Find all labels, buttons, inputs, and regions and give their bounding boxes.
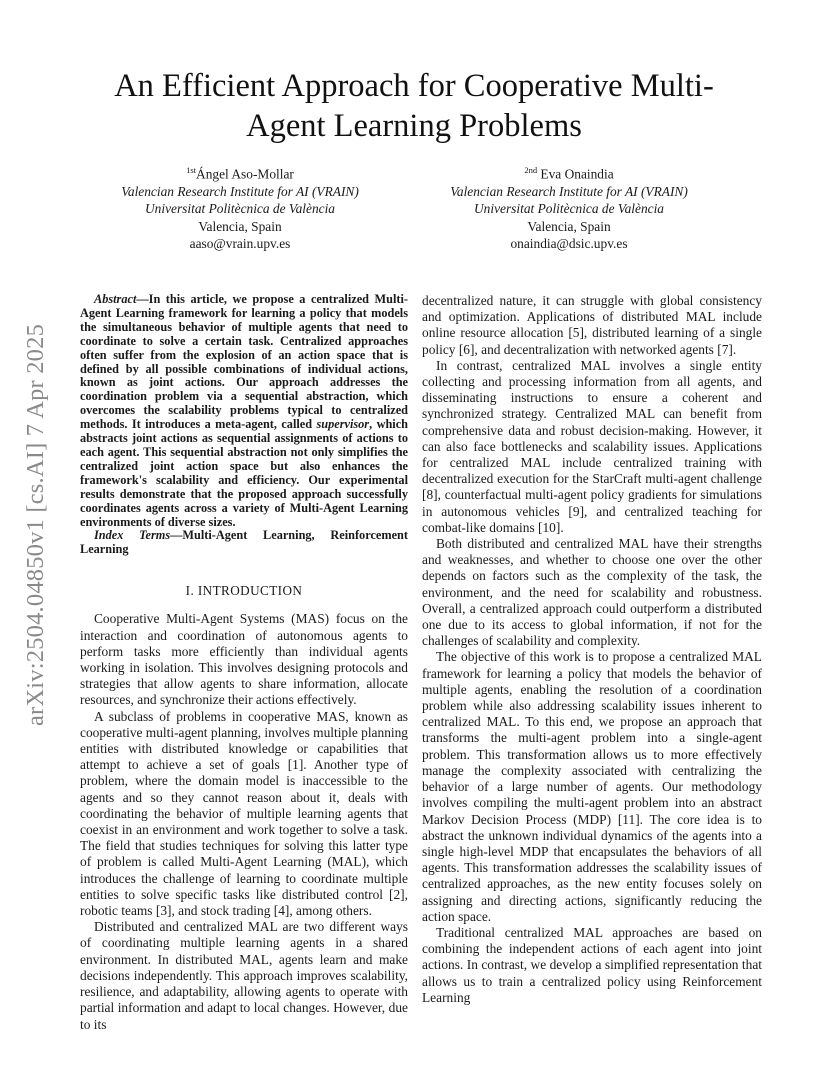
body-paragraph: Traditional centralized MAL approaches are based on combining the independent actions of each agent into joint actions. In contrast, we develop a simplified representation that allows us to train a centralized policy using Reinforcement Learning xyxy=(422,924,762,1005)
body-paragraph: The objective of this work is to propose a centralized MAL framework for learning a policy that models the behavior of multiple agents, enabling the resolution of a coordination problem while also addressing scalability issues inherent to centralized MAL. To this end, we propose an approach that transforms the multi-agent problem into a single-agent problem. This transformation allows us to more effectively manage the complexity associated with centralizing the behavior of a large number of agents. Our methodology involves compiling the multi-agent problem into an abstract Markov Decision Process (MDP) [11]. The core idea is to abstract the unknown individual dynamics of the agents into a single high-level MDP that encapsulates the behaviors of all agents. This transformation addresses the scalability issues of centralized approaches, as the new entity focuses solely on assigning and directing actions, significantly reducing the action space. xyxy=(422,649,762,924)
body-paragraph: decentralized nature, it can struggle with global consistency and optimization. Applications of distributed MAL include online resource allocation [5], distributed learning of a single policy [6], and decentralization with networked agents [7]. xyxy=(422,293,762,357)
abstract-label: Abstract xyxy=(94,292,137,306)
left-column xyxy=(80,293,408,1033)
body-paragraph: In contrast, centralized MAL involves a single entity collecting and processing information from all agents, and disseminating instructions to ensure a coherent and synchronized strategy. Centralized MAL can benefit from comprehensive data and robust decision-making. However, it can also face bottlenecks and scalability issues. Applications for centralized MAL include centralized training with decentralized execution for the StarCraft multi-agent challenge [8], counterfactual multi-agent policy gradients for simulations in autonomous vehicles [9], and centralized teaching for combat-like domains [10]. xyxy=(422,357,762,535)
author-email: aaso@vrain.upv.es xyxy=(189,236,291,252)
author-university: Universitat Politècnica de València xyxy=(144,201,336,217)
author-name xyxy=(75,162,405,183)
author-ordinal: 1st xyxy=(186,165,197,175)
section-initial: I xyxy=(197,583,203,599)
right-column xyxy=(422,293,762,1006)
section-number: I. xyxy=(185,583,195,599)
abstract xyxy=(80,293,408,529)
body-paragraph: A subclass of problems in cooperative MAS, known as cooperative multi-agent planning, involves multiple planning entities with distributed knowledge or capabilities that attempt to achieve a set of goals [1]. Another type of problem, where the domain model is inaccessible to the agents and so they cannot reason about it, deals with coordinating the behavior of multiple learning agents that coexist in an environment and work together to solve a task. The field that studies techniques for solving this latter type of problem is called Multi-Agent Learning (MAL), which introduces the challenge of learning to coordinate multiple entities to solve specific tasks like distributed control [2], robotic teams [3], and stock trading [4], among others. xyxy=(80,708,408,919)
author-location: Valencia, Spain xyxy=(198,218,282,234)
author-university: Universitat Politècnica de València xyxy=(473,201,665,217)
author-block-2 xyxy=(404,162,734,253)
section-heading xyxy=(80,583,408,599)
author-email: onaindia@dsic.upv.es xyxy=(510,236,628,252)
arxiv-identifier: arXiv:2504.04850v1 [cs.AI] 7 Apr 2025 xyxy=(22,323,49,727)
abstract-text-after: , which abstracts joint actions as sequential assignments of actions to each agent. This sequential abstraction not only simplifies the centralized joint action space but also enhances the framework's scalability and efficiency. Our experimental results demonstrate that the proposed approach successfully coordinates agents across a variety of Multi-Agent Learning environments of diverse sizes. xyxy=(80,417,409,529)
section-title-rest: NTRODUCTION xyxy=(202,583,303,599)
body-paragraph: Cooperative Multi-Agent Systems (MAS) focus on the interaction and coordination of autonomous agents to perform tasks more efficiently than individual agents working in isolation. This involves designing protocols and strategies that allow agents to share information, allocate resources, and synchronize their actions effectively. xyxy=(80,611,408,708)
author-name-text: Ángel Aso-Mollar xyxy=(196,166,294,182)
arxiv-sidebar xyxy=(20,290,52,760)
author-affiliation: Valencian Research Institute for AI (VRAIN) xyxy=(450,183,688,199)
author-name-text: Eva Onaindia xyxy=(540,166,614,182)
abstract-emphasis: supervisor xyxy=(316,417,370,432)
paper-title: An Efficient Approach for Cooperative Multi-Agent Learning Problems xyxy=(114,68,714,144)
index-terms-text: —Multi-Agent Learning, Reinforcement Learning xyxy=(80,528,408,557)
body-paragraph: Both distributed and centralized MAL have their strengths and weaknesses, and whether to choose one over the other depends on factors such as the complexity of the task, the environment, and the need for scalability and robustness. Overall, a centralized approach could outperform a distributed one due to its access to global information, if not for the challenges of scalability and complexity. xyxy=(422,536,762,649)
body-paragraph: Distributed and centralized MAL are two different ways of coordinating multiple learning agents in a shared environment. In distributed MAL, agents learn and make decisions independently. This approach improves scalability, resilience, and adaptability, allowing agents to operate with partial information and adapt to local changes. However, due to its xyxy=(80,919,408,1032)
author-location: Valencia, Spain xyxy=(527,218,611,234)
abstract-text-before: —In this article, we propose a centralized Multi-Agent Learning framework for learning a policy that models the simultaneous behavior of multiple agents that need to coordinate to solve a certain task. Centralized approaches often suffer from the explosion of an action space that is defined by all possible combinations of individual actions, known as joint actions. Our approach addresses the coordination problem via a sequential abstraction, which overcomes the scalability problems typical to centralized methods. It introduces a meta-agent, called xyxy=(80,292,408,432)
author-affiliation: Valencian Research Institute for AI (VRAIN) xyxy=(121,183,359,199)
author-name xyxy=(404,162,734,183)
author-ordinal: 2nd xyxy=(524,165,538,175)
index-terms-label: Index Terms xyxy=(94,528,171,543)
author-block-1 xyxy=(75,162,405,253)
index-terms xyxy=(80,529,408,557)
